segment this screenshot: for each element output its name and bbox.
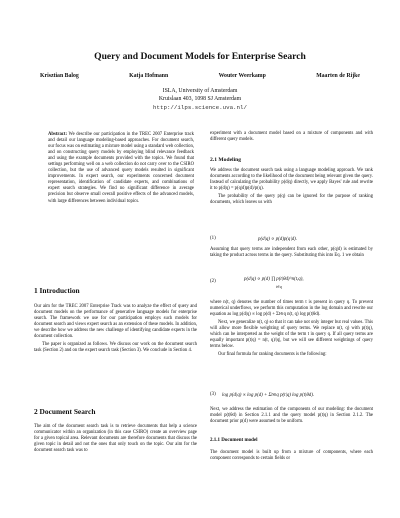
author-list xyxy=(40,73,360,79)
paragraph: The aim of the document search task is to retrieve documents that help a science communicator within an organization (in this case CSIRO) create an overview page for a given topical area. Relevant documents are therefore documents that discuss the given topic in detail and not the ones that only touch on the topic. Our aim for the document search task was to xyxy=(34,424,197,454)
subsubsection-heading: 2.1.1 Document model xyxy=(210,438,258,443)
author-name: Krisztian Balog xyxy=(40,73,79,79)
author-name: Katja Hofmann xyxy=(129,73,169,79)
equation-subscript: t∈q xyxy=(276,285,282,289)
author-name: Maarten de Rijke xyxy=(316,73,360,79)
affiliation-line: ISLA, University of Amsterdam xyxy=(162,88,238,94)
subsection-heading: 2.1 Modeling xyxy=(210,157,242,163)
right-column-middle xyxy=(210,247,373,261)
paragraph: experiment with a document model based on a mixture of components and with different query models. xyxy=(210,131,373,143)
equation-number: (2) xyxy=(210,279,216,284)
author-name: Wouter Weerkamp xyxy=(218,73,266,79)
paragraph: The document model is built up from a mixture of components, where each component corresponds to certain fields or xyxy=(210,450,373,462)
affiliation-line: Kruislaan 403, 1098 SJ Amsterdam xyxy=(158,96,242,102)
paragraph: Next, we address the estimation of the components of our modeling: the document model p(t|θd) in Section 2.1.1 and the query model p(t|q) in Section 2.1.2. The document prior p(d) were assumed to be uniform. xyxy=(210,407,373,425)
equation: p(d|q) ∝ p(d) ∏ p(t|θd)^n(t,q), xyxy=(244,277,304,282)
right-column-components xyxy=(210,407,373,427)
paper-title: Query and Document Models for Enterprise Search xyxy=(94,51,306,62)
right-column-top xyxy=(210,131,373,145)
equation: p(d|q) ∝ p(d)p(q|d). xyxy=(258,237,298,242)
paragraph: where n(t, q) denotes the number of times term t is present in query q. To prevent numerical underflows, we perform this computation in the log domain and rewrite our equation as log p(d|q) ∝ log p(d) + Σt∈q n(t, q) log p(t|θd). xyxy=(210,300,373,318)
affiliation-url[interactable]: http://ilps.science.uva.nl/ xyxy=(153,104,247,111)
paragraph: We address the document search task using a language modeling approach. We rank documents according to the likelihood of the document being relevant given the query. Instead of calculating the probability p(d|q) directly, we apply Bayes' rule and rewrite it to p(d|q) = p(q|d)p(d)/p(q). xyxy=(210,168,373,192)
section-heading: 1 Introduction xyxy=(34,286,80,295)
paragraph: Our aim for the TREC 2007 Enterprise Track was to analyze the effect of query and document models on the performance of generative language models for enterprise search. The framework we use for our participation employs such models for document search and views expert search as an extension of these models. In addition, we describe how we address the new challenge of identifying candidate experts in the document collection. xyxy=(34,304,197,340)
paragraph: The probability of the query p(q) can be ignored for the purpose of ranking documents, which leaves us with xyxy=(210,194,373,206)
abstract-label: Abstract: xyxy=(48,132,68,137)
abstract xyxy=(48,132,194,205)
equation: log p(d|q) ∝ log p(d) + Σt∈q p(t|q) log p(t|θd). xyxy=(222,393,315,398)
equation-number: (3) xyxy=(210,392,216,397)
paragraph: The paper is organized as follows. We discuss our work on the document search task (Section 2) and on the expert search task (Section 3). We conclude in Section 4. xyxy=(34,342,197,354)
paragraph: Next, we generalize n(t, q) so that it can take not only integer but real values. This will allow more flexible weighting of query terms. We replace n(t, q) with p(t|q), which can be interpreted as the weight of the term t in query q. If all query terms are equally important p(t|q) = n(t, q)/|q|, but we will see different weightings of query terms below. xyxy=(210,320,373,350)
section-heading: 2 Document Search xyxy=(34,407,96,416)
right-column-modeling xyxy=(210,168,373,208)
right-column-document-model xyxy=(210,450,373,464)
left-column-intro xyxy=(34,304,197,356)
right-column-derivation xyxy=(210,300,373,360)
left-column-doc-search xyxy=(34,424,197,456)
paragraph: Assuming that query terms are independent from each other, p(q|d) is estimated by taking the product across terms in the query. Substituting this into Eq. 1 we obtain xyxy=(210,247,373,259)
equation-number: (1) xyxy=(210,236,216,241)
paragraph: Our final formula for ranking documents is the following: xyxy=(218,352,327,358)
abstract-text: We describe our participation in the TREC 2007 Enterprise track and detail our language modeling-based approaches. For document search, our focus was on estimating a mixture model using a standard web collection, and on constructing query models by employing blind relevance feedback and using the example documents provided with the topics. We found that settings performing well on a web collection do not carry over to the CSIRO collection, but the use of advanced query models resulted in significant improvements. In expert search, our experiments concerned document representation, identification of candidate experts, and combinations of expert search strategies. We find no significant difference in average precision but observe small overall positive effects of the advanced models, with large differences between individual topics. xyxy=(48,132,194,204)
